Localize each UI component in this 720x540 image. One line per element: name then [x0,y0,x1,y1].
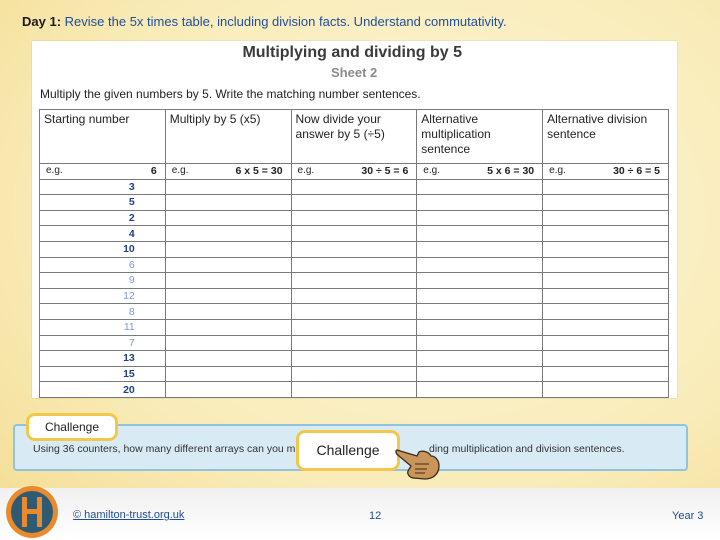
answer-cell[interactable] [165,304,291,320]
table-row [40,210,669,226]
table-row [40,288,669,304]
answer-cell[interactable] [417,366,543,382]
example-cell [417,164,543,180]
answer-cell[interactable] [291,288,417,304]
starting-number-cell: 12 [40,288,166,304]
eg-label: e.g. [46,165,63,177]
answer-cell[interactable] [291,195,417,211]
column-header: Now divide your answer by 5 (÷5) [291,110,417,164]
answer-cell[interactable] [165,210,291,226]
year-label: Year 3 [672,510,704,522]
column-header: Alternative multiplication sentence [417,110,543,164]
example-value: 5 x 6 = 30 [487,165,535,178]
lesson-objective: Revise the 5x times table, including division facts. Understand commutativity. [64,14,507,29]
answer-cell[interactable] [417,382,543,398]
column-header: Multiply by 5 (x5) [165,110,291,164]
answer-cell[interactable] [291,226,417,242]
hamilton-h-logo [3,483,61,540]
starting-number-cell: 5 [40,195,166,211]
answer-cell[interactable] [291,382,417,398]
table-row [40,257,669,273]
page-number: 12 [369,510,382,522]
answer-cell[interactable] [417,226,543,242]
challenge-badge-large[interactable]: Challenge [296,430,400,471]
table-row [40,179,669,195]
starting-number-cell: 4 [40,226,166,242]
eg-label: e.g. [549,165,566,177]
eg-label: e.g. [171,165,189,177]
answer-cell[interactable] [417,335,543,351]
answer-cell[interactable] [165,366,291,382]
answer-cell[interactable] [543,195,669,211]
answer-cell[interactable] [543,241,669,257]
example-value: 6 [150,165,157,178]
answer-cell[interactable] [543,319,669,335]
answer-cell[interactable] [417,241,543,257]
example-value: 30 ÷ 6 = 5 [613,165,660,178]
answer-cell[interactable] [291,210,417,226]
example-cell [543,164,669,180]
answer-cell[interactable] [165,226,291,242]
answer-cell[interactable] [543,304,669,320]
answer-cell[interactable] [543,273,669,289]
answer-cell[interactable] [291,273,417,289]
starting-number-cell: 3 [40,179,166,195]
answer-cell[interactable] [417,179,543,195]
answer-cell[interactable] [165,257,291,273]
answer-cell[interactable] [417,210,543,226]
answer-cell[interactable] [291,351,417,367]
answer-cell[interactable] [165,351,291,367]
table-row [40,226,669,242]
answer-cell[interactable] [165,335,291,351]
starting-number-cell: 7 [40,335,166,351]
copyright-link[interactable]: © hamilton-trust.org.uk [73,509,185,521]
answer-cell[interactable] [291,241,417,257]
answer-cell[interactable] [417,319,543,335]
starting-number-cell: 9 [40,273,166,289]
answer-cell[interactable] [417,195,543,211]
example-value: 6 x 5 = 30 [235,165,283,178]
column-header: Alternative division sentence [543,110,669,164]
answer-cell[interactable] [543,179,669,195]
answer-cell[interactable] [543,366,669,382]
day-label: Day 1: [22,14,62,29]
answer-cell[interactable] [417,257,543,273]
example-cell [291,164,417,180]
table-row [40,335,669,351]
answer-cell[interactable] [291,257,417,273]
answer-cell[interactable] [165,382,291,398]
table-row [40,304,669,320]
answer-cell[interactable] [543,226,669,242]
starting-number-cell: 20 [40,382,166,398]
table-row [40,366,669,382]
answer-cell[interactable] [165,319,291,335]
example-cell [40,164,166,180]
answer-cell[interactable] [417,273,543,289]
answer-cell[interactable] [291,304,417,320]
table-header-row [40,110,669,164]
answer-cell[interactable] [543,288,669,304]
worksheet-title: Multiplying and dividing by 5 [242,44,462,61]
answer-cell[interactable] [165,288,291,304]
example-value: 30 ÷ 5 = 6 [361,165,409,178]
example-row [40,164,669,180]
eg-label: e.g. [423,165,440,177]
answer-cell[interactable] [165,241,291,257]
example-cell [165,164,291,180]
eg-label: e.g. [297,165,315,177]
answer-cell[interactable] [417,351,543,367]
starting-number-cell: 2 [40,210,166,226]
starting-number-cell: 8 [40,304,166,320]
challenge-text-end: ding multiplication and division sentences. [429,443,625,455]
challenge-badge-small: Challenge [26,413,118,441]
answer-cell[interactable] [291,179,417,195]
answer-cell[interactable] [417,304,543,320]
column-header: Starting number [40,110,166,164]
table-row [40,319,669,335]
challenge-text-start: Using 36 counters, how many different arrays can you m [33,443,296,455]
answer-cell[interactable] [291,366,417,382]
starting-number-cell: 10 [40,241,166,257]
answer-cell[interactable] [165,195,291,211]
worksheet-table [39,109,669,398]
table-row [40,195,669,211]
answer-cell[interactable] [543,335,669,351]
answer-cell[interactable] [165,273,291,289]
pointing-hand-icon [395,442,443,482]
answer-cell[interactable] [417,288,543,304]
answer-cell[interactable] [291,319,417,335]
worksheet-subtitle: Sheet 2 [331,65,378,80]
table-row [40,382,669,398]
table-row [40,351,669,367]
answer-cell[interactable] [543,382,669,398]
answer-cell[interactable] [543,210,669,226]
table-row [40,273,669,289]
starting-number-cell: 11 [40,319,166,335]
answer-cell[interactable] [543,351,669,367]
starting-number-cell: 13 [40,351,166,367]
worksheet [32,41,677,398]
table-row [40,241,669,257]
starting-number-cell: 6 [40,257,166,273]
answer-cell[interactable] [291,335,417,351]
answer-cell[interactable] [543,257,669,273]
answer-cell[interactable] [165,179,291,195]
starting-number-cell: 15 [40,366,166,382]
worksheet-instruction: Multiply the given numbers by 5. Write the matching number sentences. [40,87,421,101]
lesson-header [22,14,507,29]
